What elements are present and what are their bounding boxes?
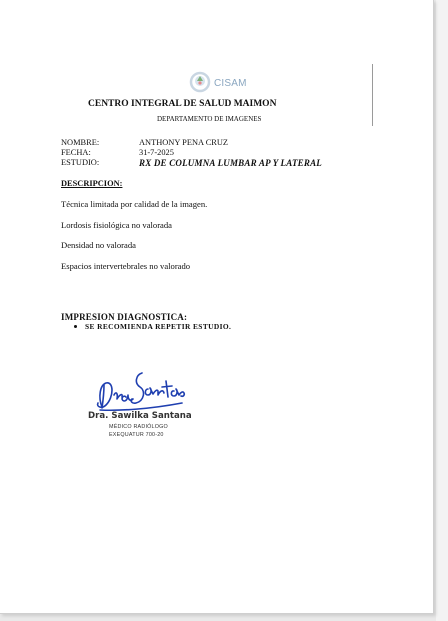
- impression-item: [74, 322, 231, 331]
- study-label: ESTUDIO:: [61, 158, 100, 167]
- patient-field-labels: [61, 138, 99, 168]
- doctor-name: Dra. Sawilka Santana: [88, 411, 192, 421]
- viewer-scroll-edge: [436, 0, 448, 621]
- patient-field-values: [139, 138, 322, 168]
- center-title: CENTRO INTEGRAL DE SALUD MAIMON: [88, 99, 277, 109]
- description-line: Lordosis fisiológica no valorada: [61, 220, 172, 230]
- name-value: ANTHONY PENA CRUZ: [139, 138, 229, 147]
- department-title: DEPARTAMENTO DE IMAGENES: [157, 115, 262, 123]
- doctor-exequatur: EXEQUATUR 700-20: [109, 432, 164, 438]
- bullet-icon: [74, 325, 77, 328]
- impression-item-text: SE RECOMIENDA REPETIR ESTUDIO.: [85, 322, 232, 331]
- description-heading: DESCRIPCION:: [61, 179, 123, 188]
- description-line: Densidad no valorada: [61, 240, 136, 250]
- margin-marker: [372, 64, 373, 126]
- study-value: RX DE COLUMNA LUMBAR AP Y LATERAL: [139, 158, 322, 168]
- description-line: Espacios intervertebrales no valorado: [61, 261, 191, 271]
- logo-wordmark: CISAM: [214, 78, 247, 89]
- name-label: NOMBRE:: [61, 138, 100, 147]
- date-label: FECHA:: [61, 148, 91, 157]
- handwritten-signature: [90, 367, 190, 415]
- description-line: Técnica limitada por calidad de la imagen.: [61, 199, 208, 209]
- impression-heading: IMPRESION DIAGNOSTICA:: [61, 312, 188, 322]
- doctor-role: MÉDICO RADIÓLOGO: [109, 424, 168, 430]
- date-value: 31-7-2025: [139, 148, 174, 157]
